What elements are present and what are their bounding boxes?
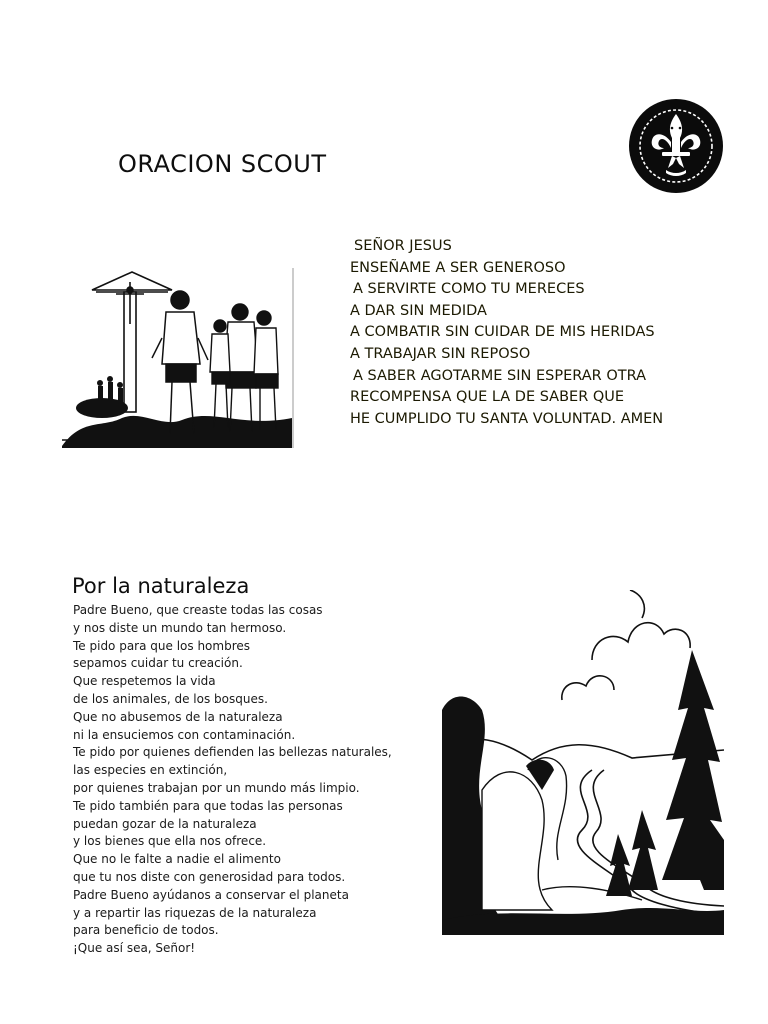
scouts-at-wayside-cross-illustration — [62, 268, 294, 448]
prayer-line: las especies en extinción, — [73, 763, 228, 778]
prayer-line: Te pido por quienes defienden las bellezas naturales, — [73, 745, 392, 760]
prayer-line: Que respetemos la vida — [73, 674, 216, 689]
prayer-line: Que no le falte a nadie el alimento — [73, 852, 281, 867]
prayer-line: Te pido para que los hombres — [73, 638, 251, 653]
prayer-line: sepamos cuidar tu creación. — [73, 656, 243, 671]
prayer-line: Que no abusemos de la naturaleza — [73, 709, 283, 724]
prayer-line: SEÑOR JESUS — [354, 238, 452, 254]
prayer-line: y a repartir las riquezas de la naturaleza — [73, 905, 317, 920]
prayer-line: ¡Que así sea, Señor! — [73, 941, 196, 956]
prayer-line: A DAR SIN MEDIDA — [350, 302, 487, 319]
prayer-line: ENSEÑAME A SER GENEROSO — [350, 259, 566, 276]
prayer-line: A SABER AGOTARME SIN ESPERAR OTRA — [353, 367, 647, 384]
prayer-line: por quienes trabajan por un mundo más limpio. — [73, 780, 360, 795]
prayer-line: Padre Bueno, que creaste todas las cosas — [73, 603, 323, 617]
prayer-line: que tu nos diste con generosidad para todos. — [73, 869, 346, 884]
prayer-line: A TRABAJAR SIN REPOSO — [350, 345, 531, 362]
prayer-line: ni la ensuciemos con contaminación. — [73, 727, 296, 742]
prayer-line: puedan gozar de la naturaleza — [73, 816, 257, 831]
prayer-line: A COMBATIR SIN CUIDAR DE MIS HERIDAS — [350, 324, 655, 341]
prayer-line: y los bienes que ella nos ofrece. — [73, 834, 267, 849]
prayer-line: de los animales, de los bosques. — [73, 691, 268, 706]
scout-fleur-de-lis-icon — [628, 98, 724, 194]
page-title-oracion-scout: ORACION SCOUT — [118, 150, 327, 178]
prayer-line: para beneficio de todos. — [73, 923, 219, 938]
mountain-landscape-illustration — [442, 590, 724, 935]
prayer-line: HE CUMPLIDO TU SANTA VOLUNTAD. AMEN — [350, 410, 664, 427]
section-title-por-la-naturaleza: Por la naturaleza — [72, 574, 250, 598]
prayer-line: RECOMPENSA QUE LA DE SABER QUE — [350, 389, 625, 406]
prayer-line: A SERVIRTE COMO TU MERECES — [353, 281, 585, 298]
nature-prayer-text — [73, 602, 392, 958]
prayer-line: Te pido también para que todas las personas — [73, 798, 343, 813]
scout-prayer-text — [350, 236, 663, 430]
prayer-line: Padre Bueno ayúdanos a conservar el planeta — [73, 887, 349, 902]
prayer-line: y nos diste un mundo tan hermoso. — [73, 620, 287, 635]
